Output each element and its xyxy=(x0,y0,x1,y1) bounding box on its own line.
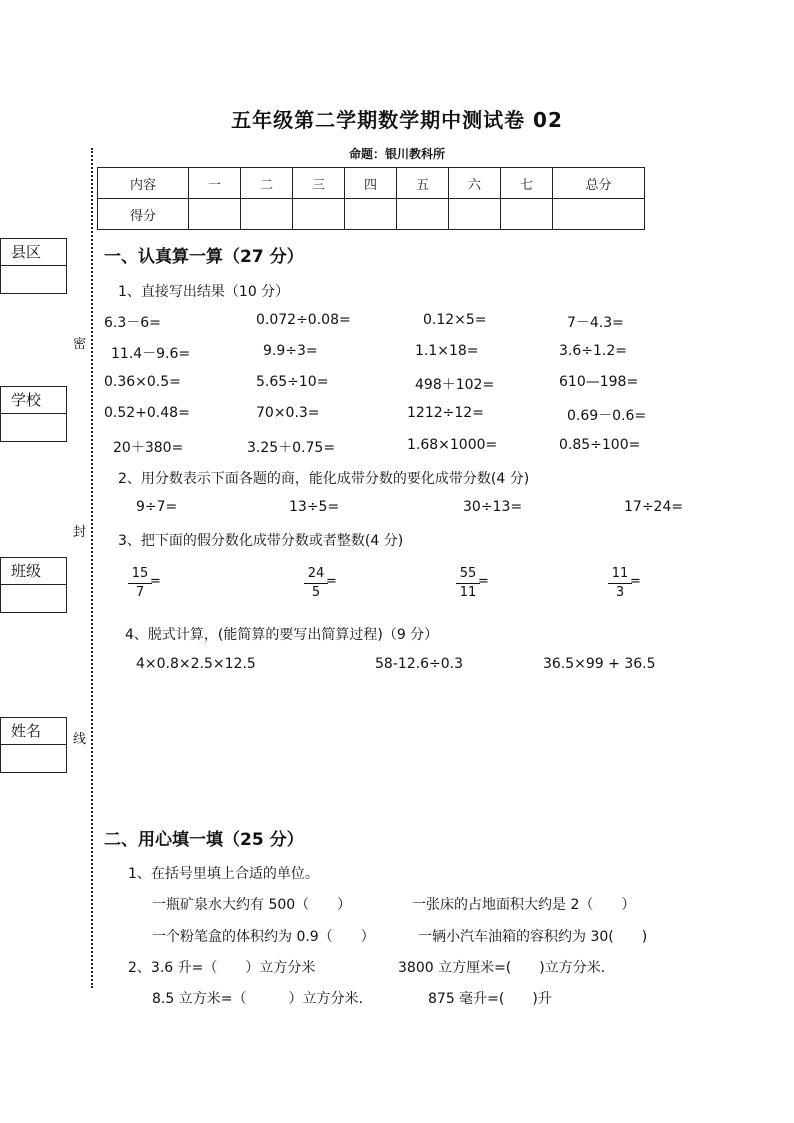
score-header-cell: 七 xyxy=(501,168,553,199)
score-cell[interactable] xyxy=(553,199,645,230)
fraction-denominator: 7 xyxy=(135,585,145,600)
division-item: 17÷24= xyxy=(624,499,684,515)
score-cell[interactable] xyxy=(189,199,241,230)
calc-item: 0.36×0.5= xyxy=(104,374,181,390)
school-label: 学校 xyxy=(1,387,66,414)
score-header-cell: 三 xyxy=(293,168,345,199)
s2-q1-title: 1、在括号里填上合适的单位。 xyxy=(128,866,319,882)
fill-item: 3800 立方厘米=( )立方分米. xyxy=(398,960,606,976)
fraction-bar xyxy=(608,583,632,584)
calc-item: 3.6÷1.2= xyxy=(559,343,627,359)
calc-item: 11.4－9.6= xyxy=(111,346,191,362)
score-header-row xyxy=(98,168,645,199)
section1-heading: 一、认真算一算（27 分） xyxy=(104,247,304,267)
fill-item: 2、3.6 升=（ ）立方分米 xyxy=(128,960,316,976)
calc-item: 0.12×5= xyxy=(423,312,487,328)
fraction-item xyxy=(456,566,489,601)
fraction-item xyxy=(128,566,161,601)
seal-mark-xian: 线 xyxy=(73,732,87,747)
calc-item: 610—198= xyxy=(559,374,639,390)
calc-item: 1.68×1000= xyxy=(407,437,498,453)
fraction-denominator: 5 xyxy=(311,585,321,600)
calc-item: 70×0.3= xyxy=(256,405,320,421)
score-header-cell: 内容 xyxy=(98,168,189,199)
calc-item: 0.072÷0.08= xyxy=(256,312,351,328)
score-header-cell: 四 xyxy=(345,168,397,199)
q4-title: 4、脱式计算，(能简算的要写出简算过程)（9 分） xyxy=(125,627,439,643)
section2-heading: 二、用心填一填（25 分） xyxy=(104,830,304,850)
calc-item: 6.3－6= xyxy=(104,315,161,331)
expression-item: 4×0.8×2.5×12.5 xyxy=(136,656,256,672)
calc-item: 9.9÷3= xyxy=(263,343,318,359)
fraction-item xyxy=(304,566,337,601)
class-label: 班级 xyxy=(1,558,66,585)
calc-item: 7－4.3= xyxy=(567,315,624,331)
score-cell[interactable] xyxy=(241,199,293,230)
county-label: 县区 xyxy=(1,239,66,266)
q2-title: 2、用分数表示下面各题的商，能化成带分数的要化成带分数(4 分) xyxy=(118,471,530,487)
name-label: 姓名 xyxy=(1,718,66,745)
score-header-cell: 总分 xyxy=(553,168,645,199)
fraction-numerator: 24 xyxy=(307,566,325,581)
score-cell[interactable] xyxy=(293,199,345,230)
score-header-cell: 一 xyxy=(189,168,241,199)
score-table xyxy=(97,167,645,230)
fraction-numerator: 11 xyxy=(611,566,629,581)
q1-title: 1、直接写出结果（10 分） xyxy=(118,284,290,300)
page-title: 五年级第二学期数学期中测试卷 02 xyxy=(231,108,563,132)
fill-item: 一张床的占地面积大约是 2（ ） xyxy=(412,897,636,913)
division-item: 9÷7= xyxy=(136,499,178,515)
seal-mark-mi: 密 xyxy=(73,337,87,352)
fraction-bar xyxy=(304,583,328,584)
calc-item: 498＋102= xyxy=(415,377,495,393)
fill-item: 8.5 立方米=（ ）立方分米. xyxy=(152,991,363,1007)
school-field[interactable] xyxy=(1,414,66,442)
author-line: 命题：银川教科所 xyxy=(348,147,445,161)
score-value-row xyxy=(98,199,645,230)
expression-item: 36.5×99 + 36.5 xyxy=(543,656,656,672)
county-box xyxy=(0,238,67,294)
score-header-cell: 六 xyxy=(449,168,501,199)
school-box xyxy=(0,386,67,442)
calc-item: 5.65÷10= xyxy=(256,374,329,390)
equals-sign: = xyxy=(630,574,641,589)
expression-item: 58-12.6÷0.3 xyxy=(375,656,464,672)
fill-item: 一辆小汽车油箱的容积约为 30( ) xyxy=(418,929,648,945)
fill-item: 875 毫升=( )升 xyxy=(428,991,552,1007)
score-header-cell: 五 xyxy=(397,168,449,199)
equals-sign: = xyxy=(150,574,161,589)
score-cell[interactable] xyxy=(449,199,501,230)
name-field[interactable] xyxy=(1,745,66,773)
score-header-cell: 二 xyxy=(241,168,293,199)
q3-title: 3、把下面的假分数化成带分数或者整数(4 分) xyxy=(118,533,404,549)
fraction-bar xyxy=(456,583,480,584)
fraction-denominator: 3 xyxy=(615,585,625,600)
calc-item: 1.1×18= xyxy=(415,343,479,359)
calc-item: 1212÷12= xyxy=(407,405,484,421)
fill-item: 一个粉笔盒的体积约为 0.9（ ） xyxy=(152,929,375,945)
equals-sign: = xyxy=(478,574,489,589)
class-field[interactable] xyxy=(1,585,66,613)
calc-item: 0.69－0.6= xyxy=(567,408,647,424)
score-row-label: 得分 xyxy=(98,199,189,230)
calc-item: 0.52+0.48= xyxy=(104,405,190,421)
division-item: 13÷5= xyxy=(289,499,340,515)
equals-sign: = xyxy=(326,574,337,589)
calc-item: 3.25＋0.75= xyxy=(247,440,336,456)
name-box xyxy=(0,717,67,773)
fraction-denominator: 11 xyxy=(459,585,477,600)
fill-item: 一瓶矿泉水大约有 500（ ） xyxy=(152,897,352,913)
score-cell[interactable] xyxy=(501,199,553,230)
calc-item: 20＋380= xyxy=(113,440,184,456)
calc-item: 0.85÷100= xyxy=(559,437,641,453)
score-cell[interactable] xyxy=(397,199,449,230)
binding-dotted-line xyxy=(91,148,93,988)
class-box xyxy=(0,557,67,613)
county-field[interactable] xyxy=(1,266,66,294)
fraction-bar xyxy=(128,583,152,584)
score-cell[interactable] xyxy=(345,199,397,230)
fraction-numerator: 15 xyxy=(131,566,149,581)
fraction-numerator: 55 xyxy=(459,566,477,581)
fraction-item xyxy=(608,566,641,601)
seal-mark-feng: 封 xyxy=(73,525,87,540)
division-item: 30÷13= xyxy=(463,499,523,515)
